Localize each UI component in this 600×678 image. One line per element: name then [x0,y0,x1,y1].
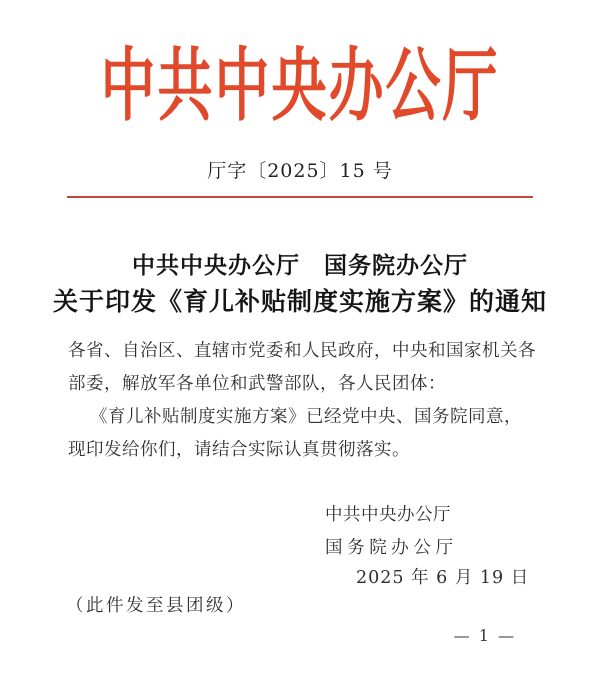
notice-title-subject: 关于印发《育儿补贴制度实施方案》的通知 [52,287,547,316]
body-paragraph-line-1: 《育儿补贴制度实施方案》已经党中央、国务院同意， [90,407,522,427]
body-paragraph-line-2: 现印发给你们，请结合实际认真贯彻落实。 [68,440,410,460]
distribution-note: （此件发至县团级） [66,596,246,616]
page-number: — 1 — [453,626,516,645]
body-addressees-line-2: 部委，解放军各单位和武警部队，各人民团体： [68,374,446,394]
red-header-org-title: 中共中央办公厅 [100,37,500,132]
document-reference-number: 厅字〔2025〕15 号 [207,160,393,182]
signature-org-2: 国务院办公厅 [325,538,453,558]
red-divider-line [67,196,533,198]
notice-body [68,341,538,473]
signature-date: 2025 年 6 月 19 日 [356,568,530,588]
body-addressees-line-1: 各省、自治区、直辖市党委和人民政府，中央和国家机关各 [68,341,536,361]
signature-org-1: 中共中央办公厅 [325,505,451,525]
notice-title-issuers: 中共中央办公厅 国务院办公厅 [132,252,468,279]
notice-title [0,251,600,318]
